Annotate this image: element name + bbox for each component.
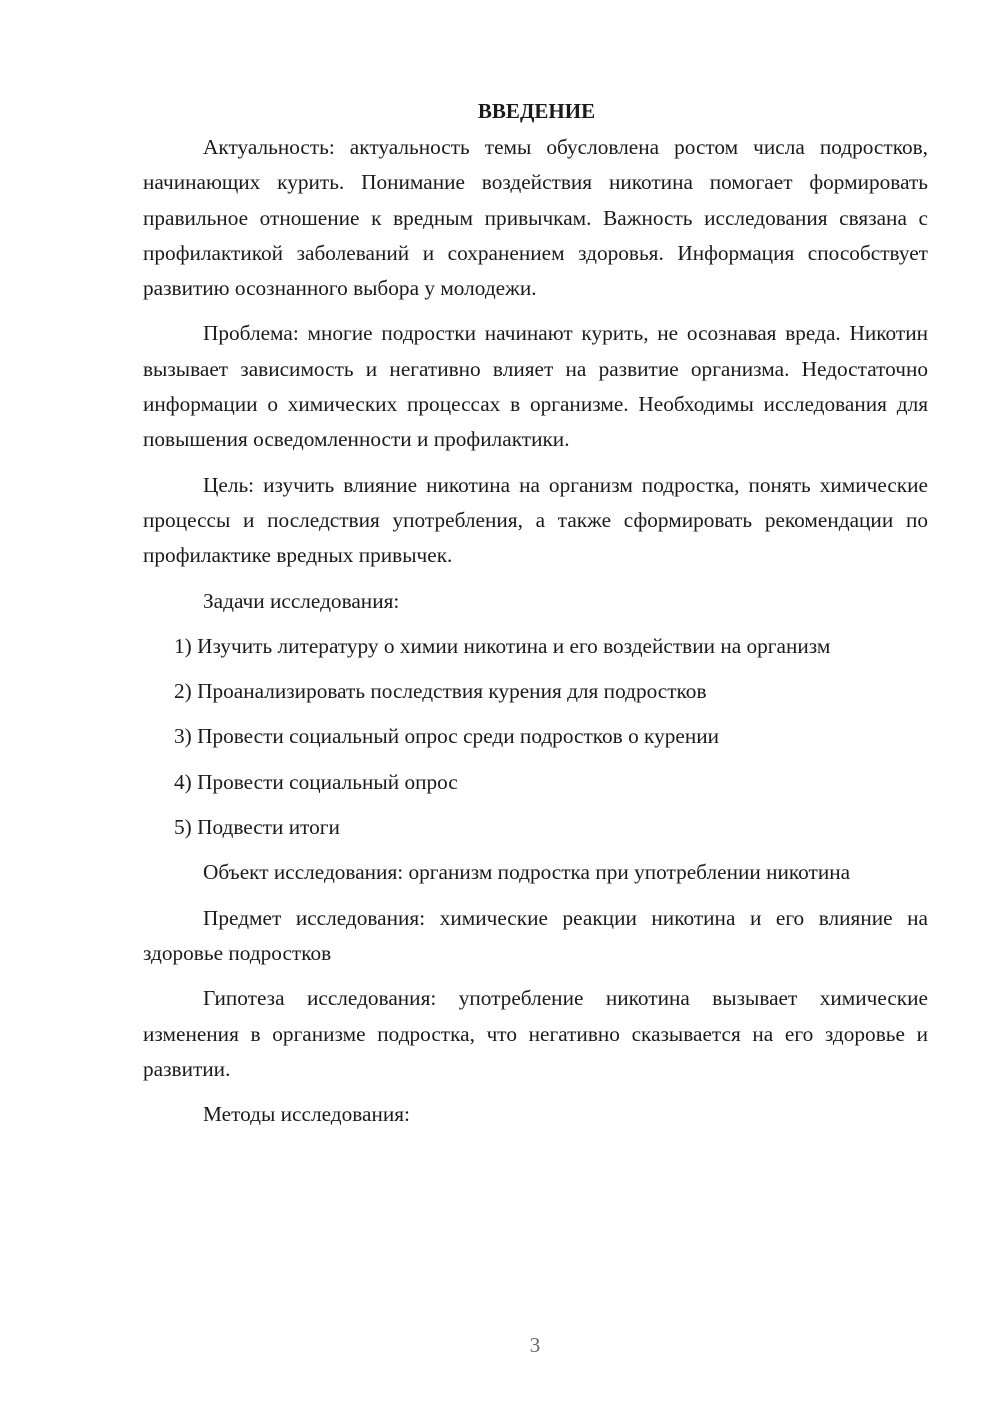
task-item-5: 5) Подвести итоги [174,815,340,840]
paragraph-hypothesis: Гипотеза исследования: употребление никотина вызывает химические изменения в организме подростка, что негативно сказывается на его здоровье и развитии. [143,986,928,1081]
task-item-2: 2) Проанализировать последствия курения для подростков [174,679,707,704]
paragraph-goal: Цель: изучить влияние никотина на организм подростка, понять химические процессы и последствия употребления, а также сформировать рекомендации по профилактике вредных привычек. [143,472,928,568]
page-content [143,96,928,1142]
methods-heading: Методы исследования: [203,1102,410,1127]
tasks-heading: Задачи исследования: [203,588,400,613]
paragraph-problem: Проблема: многие подростки начинают курить, не осознавая вреда. Никотин вызывает зависимость и негативно влияет на развитие организма. Недостаточно информации о химических процессах в организме. Необходимы исследования для повышения осведомленности и профилактики. [143,321,928,452]
section-title: ВВЕДЕНИЕ [477,99,596,123]
paragraph-subject: Предмет исследования: химические реакции никотина и его влияние на здоровье подростков [143,905,928,965]
paragraph-object: Объект исследования: организм подростка при употреблении никотина [203,860,851,885]
task-item-4: 4) Провести социальный опрос [174,769,458,794]
paragraph-relevance: Актуальность: актуальность темы обусловлена ростом числа подростков, начинающих курить. Понимание воздействия никотина помогает формировать правильное отношение к вредным привычкам. Важность исследования связана с профилактикой заболеваний и сохранением здоровья. Информация способствует развитию осознанного выбора у молодежи. [143,135,928,301]
task-item-3: 3) Провести социальный опрос среди подростков о курении [174,724,720,749]
task-item-1: 1) Изучить литературу о химии никотина и его воздействии на организм [174,633,831,658]
page-number: 3 [529,1333,541,1357]
